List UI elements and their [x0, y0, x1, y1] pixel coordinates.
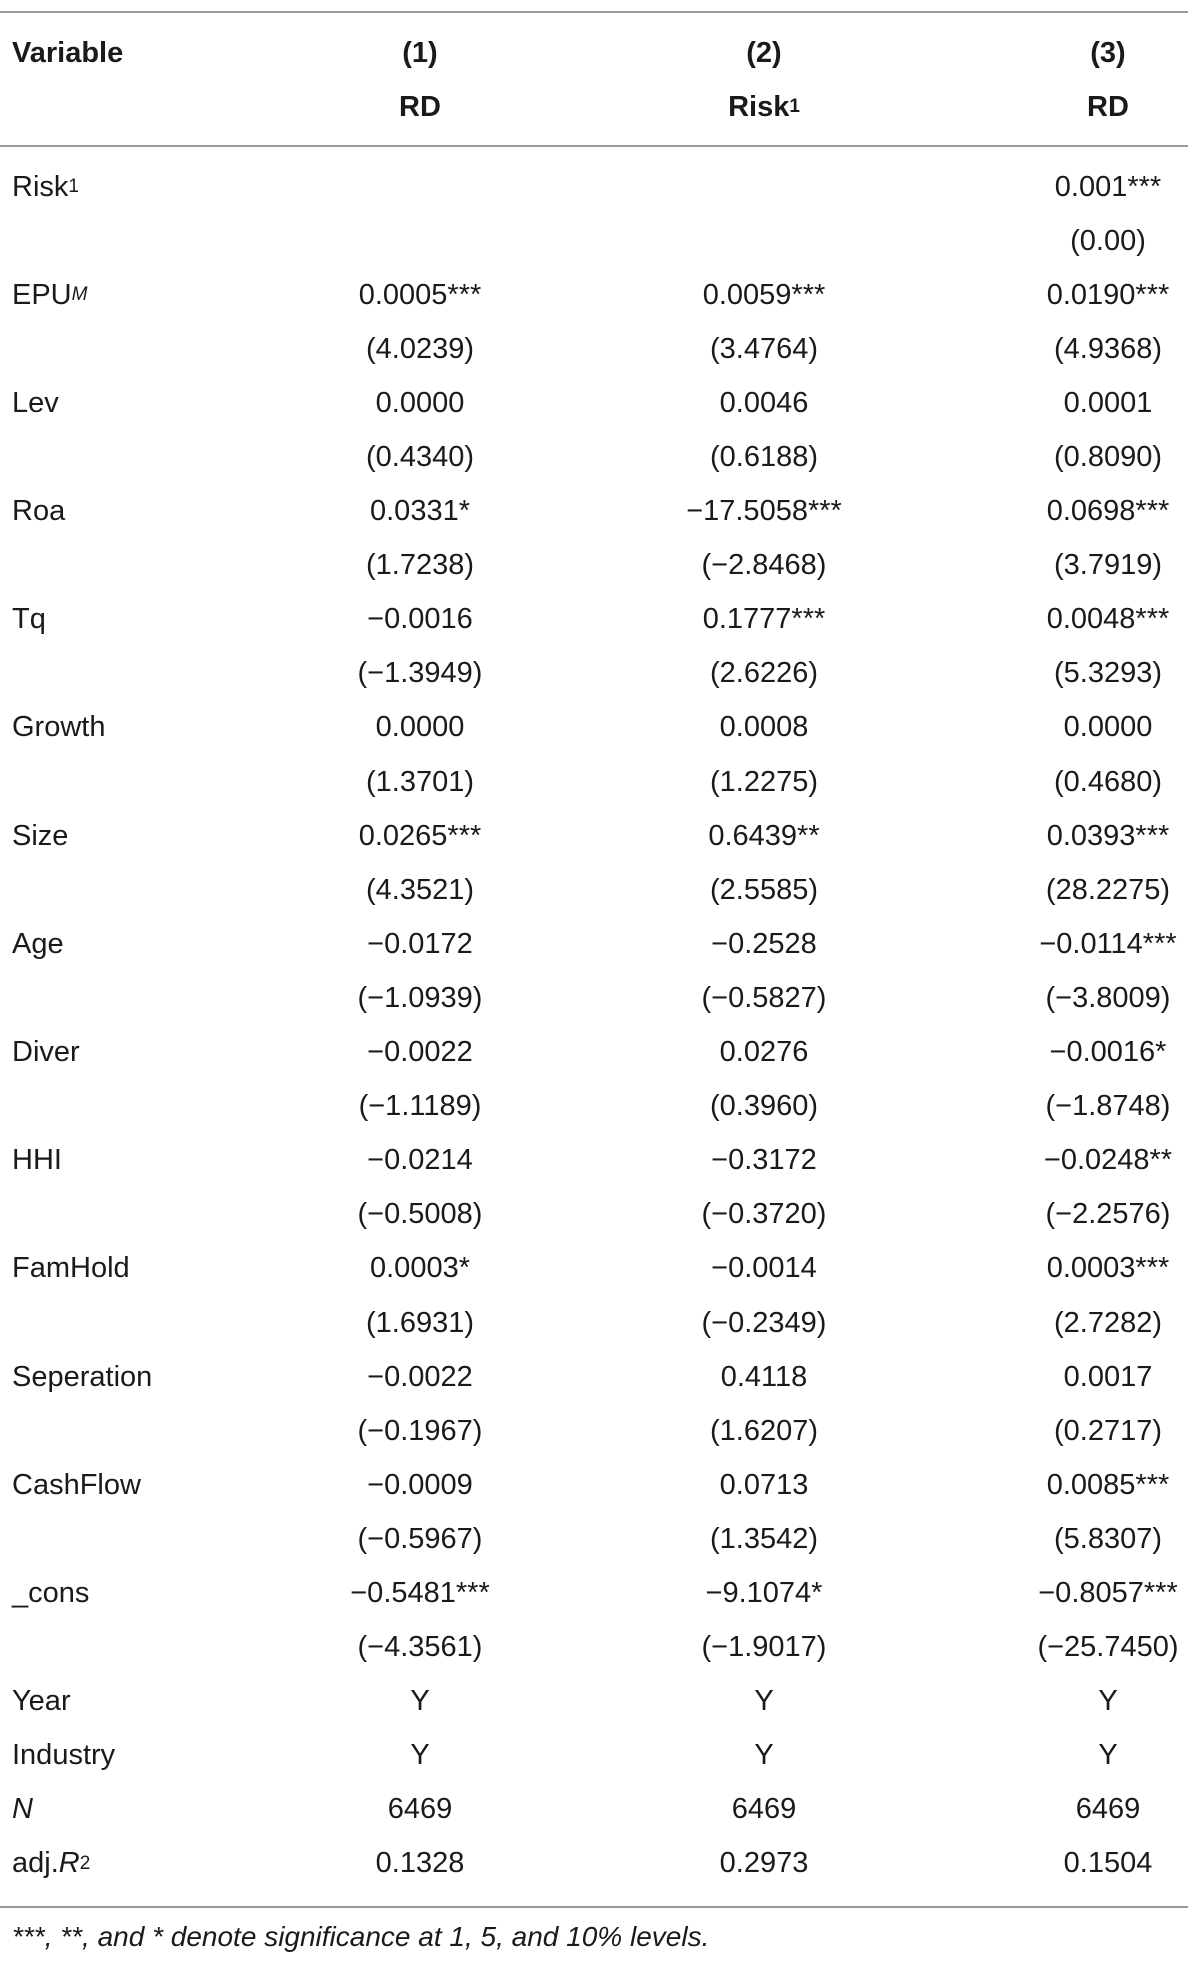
value-cell-col3: (−2.2576)	[1045, 1198, 1171, 1231]
value-cell-col1	[290, 214, 550, 268]
table-row	[0, 971, 1188, 1025]
value-cell-col2	[634, 160, 894, 214]
row-label: Industry	[12, 1739, 116, 1772]
value-cell-col1: 0.0331*	[370, 495, 470, 528]
value-cell-col3: 0.0048***	[1046, 603, 1170, 636]
value-cell-col1: (4.3521)	[365, 873, 474, 906]
row-label: N	[12, 1793, 33, 1826]
table-row	[0, 1134, 1188, 1188]
value-cell-col2: −17.5058***	[686, 495, 842, 528]
value-cell-col3: (−25.7450)	[1037, 1631, 1179, 1664]
value-cell-col3: 0.0698***	[1046, 495, 1170, 528]
value-cell-col2: (−1.9017)	[701, 1631, 827, 1664]
row-label: Size	[12, 819, 69, 852]
row-label	[12, 647, 312, 701]
value-cell-col1: −0.5481***	[350, 1576, 490, 1609]
value-cell-col3: 0.0190***	[1046, 278, 1170, 311]
value-cell-col1: (−0.5967)	[357, 1522, 483, 1555]
row-label	[12, 971, 312, 1025]
value-cell-col3: (0.00)	[1070, 224, 1146, 257]
dependent-variable-3: RD	[1087, 90, 1129, 123]
value-cell-col1: (−4.3561)	[357, 1631, 483, 1664]
table-row	[0, 1296, 1188, 1350]
row-label: Tq	[12, 603, 46, 636]
value-cell-col3: Y	[1098, 1739, 1118, 1772]
column-number-1: (1)	[402, 36, 438, 69]
value-cell-col1: −0.0009	[367, 1468, 473, 1501]
value-cell-col1: (−1.1189)	[358, 1090, 482, 1123]
row-label: Seperation	[12, 1360, 153, 1393]
value-cell-col1: 0.0000	[375, 711, 465, 744]
value-cell-col2: −0.0014	[711, 1252, 817, 1285]
row-label: EPU M	[12, 278, 88, 311]
row-label: Year	[12, 1685, 71, 1718]
value-cell-col3: (0.2717)	[1053, 1414, 1162, 1447]
value-cell-col1: −0.0172	[367, 927, 473, 960]
value-cell-col1: 0.0003*	[370, 1252, 470, 1285]
row-label	[12, 1512, 312, 1566]
table-row	[0, 1512, 1188, 1566]
value-cell-col1: (−0.1967)	[357, 1414, 483, 1447]
value-cell-col3: 0.0001	[1063, 386, 1153, 419]
table-row	[0, 376, 1188, 430]
row-label	[12, 1080, 312, 1134]
value-cell-col1: (4.0239)	[365, 332, 474, 365]
row-label: Diver	[12, 1036, 80, 1069]
value-cell-col1: (1.7238)	[365, 549, 474, 582]
row-label: FamHold	[12, 1252, 130, 1285]
value-cell-col3: 6469	[1075, 1793, 1141, 1826]
table-footnote: ***, **, and * denote significance at 1, 5, and 10% levels.	[12, 1921, 710, 1952]
value-cell-col2: (−0.5827)	[701, 981, 827, 1014]
table-top-rule	[0, 11, 1188, 13]
value-cell-col3: (4.9368)	[1053, 332, 1162, 365]
value-cell-col2: 0.2973	[719, 1847, 809, 1880]
column-number-2: (2)	[746, 36, 782, 69]
value-cell-col2: (−0.3720)	[701, 1198, 827, 1231]
variable-header: Variable	[12, 36, 124, 69]
table-row	[0, 1675, 1188, 1729]
value-cell-col1: (−0.5008)	[357, 1198, 483, 1231]
value-cell-col3: −0.0248**	[1043, 1144, 1173, 1177]
value-cell-col3: (3.7919)	[1053, 549, 1162, 582]
value-cell-col1: −0.0214	[367, 1144, 473, 1177]
value-cell-col2: 0.0059***	[702, 278, 826, 311]
table-row	[0, 701, 1188, 755]
table-row	[0, 1242, 1188, 1296]
value-cell-col1: −0.0022	[367, 1036, 473, 1069]
row-label	[12, 863, 312, 917]
value-cell-col2: −0.3172	[711, 1144, 817, 1177]
value-cell-col3: 0.0085***	[1046, 1468, 1170, 1501]
value-cell-col2: (1.3542)	[709, 1522, 818, 1555]
header-bottom-rule	[0, 145, 1188, 147]
value-cell-col2: 0.6439**	[708, 819, 820, 852]
value-cell-col1: 0.0000	[375, 386, 465, 419]
row-label: Risk 1	[12, 170, 79, 203]
value-cell-col2: (−2.8468)	[701, 549, 827, 582]
row-label: Age	[12, 927, 64, 960]
table-row	[0, 1458, 1188, 1512]
value-cell-col1: Y	[410, 1739, 430, 1772]
row-label: HHI	[12, 1144, 62, 1177]
value-cell-col2: (1.6207)	[709, 1414, 818, 1447]
value-cell-col1: 0.0265***	[358, 819, 482, 852]
value-cell-col3: (0.8090)	[1053, 441, 1162, 474]
value-cell-col2: (3.4764)	[709, 332, 818, 365]
table-body	[0, 160, 1188, 1891]
value-cell-col2: (2.5585)	[709, 873, 818, 906]
table-row	[0, 1783, 1188, 1837]
table-row	[0, 1026, 1188, 1080]
value-cell-col2: Y	[754, 1739, 774, 1772]
value-cell-col2: −0.2528	[711, 927, 817, 960]
value-cell-col3: (0.4680)	[1053, 765, 1162, 798]
value-cell-col1: (0.4340)	[365, 441, 474, 474]
value-cell-col1: Y	[410, 1685, 430, 1718]
value-cell-col2: (0.6188)	[709, 441, 818, 474]
value-cell-col3: −0.8057***	[1038, 1576, 1178, 1609]
table-row	[0, 1837, 1188, 1891]
table-row	[0, 1350, 1188, 1404]
value-cell-col2: (0.3960)	[709, 1090, 818, 1123]
row-label	[12, 1188, 312, 1242]
table-row	[0, 1404, 1188, 1458]
value-cell-col3: (−3.8009)	[1045, 981, 1171, 1014]
table-row	[0, 268, 1188, 322]
value-cell-col1: 0.1328	[375, 1847, 465, 1880]
value-cell-col3: Y	[1098, 1685, 1118, 1718]
row-label: Roa	[12, 495, 66, 528]
row-label	[12, 214, 312, 268]
value-cell-col2: Y	[754, 1685, 774, 1718]
value-cell-col3: 0.1504	[1063, 1847, 1153, 1880]
value-cell-col3: 0.0003***	[1046, 1252, 1170, 1285]
row-label	[12, 1296, 312, 1350]
value-cell-col3: (2.7282)	[1053, 1306, 1162, 1339]
row-label	[12, 322, 312, 376]
value-cell-col2: (−0.2349)	[701, 1306, 827, 1339]
value-cell-col1: (1.6931)	[365, 1306, 474, 1339]
table-row	[0, 214, 1188, 268]
table-row	[0, 160, 1188, 214]
value-cell-col3: (28.2275)	[1045, 873, 1171, 906]
value-cell-col1	[290, 160, 550, 214]
table-row	[0, 485, 1188, 539]
value-cell-col3: −0.0114***	[1039, 927, 1177, 960]
table-row	[0, 593, 1188, 647]
value-cell-col1: (−1.3949)	[357, 657, 483, 690]
table-row	[0, 647, 1188, 701]
table-row	[0, 863, 1188, 917]
value-cell-col2: 0.0276	[719, 1036, 809, 1069]
value-cell-col2: −9.1074*	[705, 1576, 823, 1609]
value-cell-col3: 0.0000	[1063, 711, 1153, 744]
value-cell-col1: (−1.0939)	[357, 981, 483, 1014]
value-cell-col3: (5.8307)	[1053, 1522, 1162, 1555]
row-label: Growth	[12, 711, 106, 744]
dependent-variable-2: Risk 1	[728, 90, 800, 123]
row-label: _cons	[12, 1576, 90, 1609]
value-cell-col3: (−1.8748)	[1045, 1090, 1171, 1123]
row-label	[12, 1404, 312, 1458]
row-label: CashFlow	[12, 1468, 141, 1501]
value-cell-col3: −0.0016*	[1049, 1036, 1167, 1069]
value-cell-col2: 0.0713	[719, 1468, 809, 1501]
row-label: Lev	[12, 386, 59, 419]
table-bottom-rule	[0, 1906, 1188, 1908]
value-cell-col2: 0.4118	[720, 1360, 808, 1393]
row-label	[12, 1621, 312, 1675]
row-label	[12, 430, 312, 484]
table-row	[0, 1566, 1188, 1620]
table-row	[0, 1188, 1188, 1242]
value-cell-col2: 0.0008	[719, 711, 809, 744]
value-cell-col2: 0.0046	[719, 386, 809, 419]
row-label	[12, 539, 312, 593]
table-row	[0, 917, 1188, 971]
column-number-3: (3)	[1090, 36, 1126, 69]
value-cell-col1: (1.3701)	[365, 765, 474, 798]
value-cell-col2: 6469	[731, 1793, 797, 1826]
value-cell-col1: −0.0016	[367, 603, 473, 636]
value-cell-col2: (1.2275)	[709, 765, 818, 798]
value-cell-col2	[634, 214, 894, 268]
dependent-variable-1: RD	[399, 90, 441, 123]
table-row	[0, 755, 1188, 809]
table-row	[0, 539, 1188, 593]
value-cell-col3: 0.0393***	[1046, 819, 1170, 852]
table-row	[0, 322, 1188, 376]
table-row	[0, 1729, 1188, 1783]
header-row-2	[0, 80, 1188, 134]
table-row	[0, 809, 1188, 863]
table-row	[0, 1080, 1188, 1134]
value-cell-col2: 0.1777***	[702, 603, 826, 636]
value-cell-col1: −0.0022	[367, 1360, 473, 1393]
value-cell-col2: (2.6226)	[709, 657, 818, 690]
value-cell-col1: 0.0005***	[358, 278, 482, 311]
value-cell-col3: 0.0017	[1063, 1360, 1153, 1393]
value-cell-col3: (5.3293)	[1053, 657, 1162, 690]
header-row-1	[0, 26, 1188, 80]
value-cell-col3: 0.001***	[1054, 170, 1162, 203]
table-row	[0, 430, 1188, 484]
row-label	[12, 755, 312, 809]
table-row	[0, 1621, 1188, 1675]
value-cell-col1: 6469	[387, 1793, 453, 1826]
row-label: adj. R 2	[12, 1847, 91, 1880]
